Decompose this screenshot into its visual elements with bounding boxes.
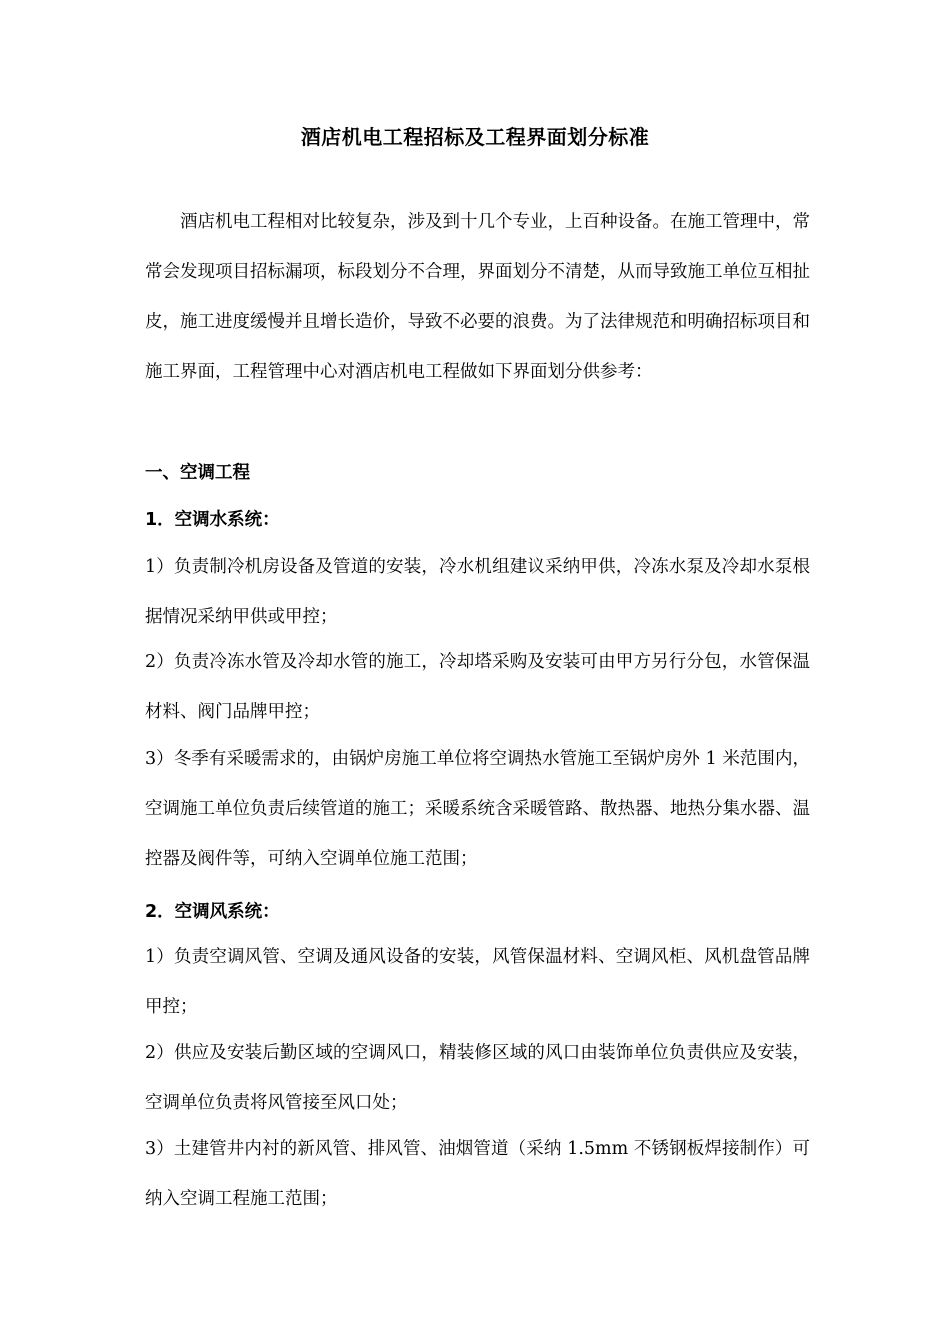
list-item: 3）土建管井内衬的新风管、排风管、油烟管道（采纳 1.5mm 不锈钢板焊接制作）可纳入空调工程施工范围； <box>145 1139 810 1209</box>
subsection-heading-water-system: 1．空调水系统： <box>145 510 280 530</box>
list-item: 2）供应及安装后勤区域的空调风口，精装修区域的风口由装饰单位负责供应及安装，空调单位负责将风管接至风口处； <box>145 1043 810 1113</box>
list-item: 1）负责空调风管、空调及通风设备的安装，风管保温材料、空调风柜、风机盘管品牌甲控； <box>145 947 810 1017</box>
intro-paragraph: 酒店机电工程相对比较复杂，涉及到十几个专业，上百种设备。在施工管理中，常常会发现项目招标漏项，标段划分不合理，界面划分不清楚，从而导致施工单位互相扯皮，施工进度缓慢并且增长造价，导致不必要的浪费。为了法律规范和明确招标项目和施工界面，工程管理中心对酒店机电工程做如下界面划分供参考： <box>145 212 810 382</box>
list-item: 3）冬季有采暖需求的，由锅炉房施工单位将空调热水管施工至锅炉房外 1 米范围内，空调施工单位负责后续管道的施工；采暖系统含采暖管路、散热器、地热分集水器、温控器及阀件等，可纳入空调单位施工范围； <box>145 749 810 869</box>
document-title: 酒店机电工程招标及工程界面划分标准 <box>300 125 650 149</box>
list-item: 2）负责冷冻水管及冷却水管的施工，冷却塔采购及安装可由甲方另行分包，水管保温材料、阀门品牌甲控； <box>145 652 810 722</box>
list-item: 1）负责制冷机房设备及管道的安装，冷水机组建议采纳甲供，冷冻水泵及冷却水泵根据情况采纳甲供或甲控； <box>145 557 810 627</box>
section-heading-air-conditioning: 一、空调工程 <box>145 463 250 483</box>
subsection-heading-air-system: 2．空调风系统： <box>145 902 280 922</box>
